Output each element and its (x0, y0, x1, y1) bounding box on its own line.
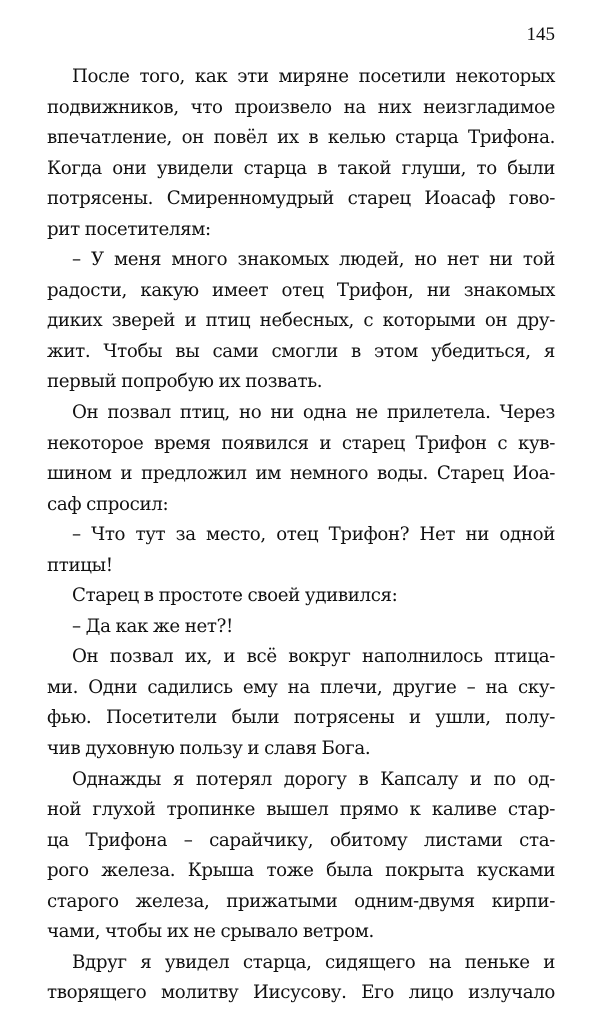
text-line: саф спросил: (47, 493, 169, 515)
text-line: потрясены. Смиренномудрый старец Иоасаф гово- (47, 188, 555, 210)
text-line: некоторое время появился и старец Трифон с кув- (47, 432, 555, 454)
text-line: Вдруг я увидел старца, сидящего на пеньке и (72, 951, 555, 973)
text-line: Однажды я потерял дорогу в Капсалу и по од- (72, 768, 555, 790)
text-line: подвижников, что произвело на них неизгладимое (47, 96, 555, 118)
text-line: рит посетителям: (47, 218, 211, 240)
text-line: первый попробую их позвать. (47, 371, 323, 393)
text-line: Когда они увидели старца в такой глуши, то были (47, 157, 555, 179)
text-line: шином и предложил им немного воды. Старец Иоа- (47, 463, 555, 485)
text-line: птицы! (47, 554, 113, 576)
page-number: 145 (526, 24, 555, 45)
text-line: Старец в простоте своей удивился: (72, 585, 398, 607)
text-line: старого железа, прижатыми одним-двумя кирпи- (47, 890, 555, 912)
text-line: Он позвал их, и всё вокруг наполнилось птица- (72, 646, 555, 668)
text-line: – У меня много знакомых людей, но нет ни той (72, 249, 555, 271)
text-line: рого железа. Крыша тоже была покрыта кусками (47, 860, 555, 882)
text-line: фью. Посетители были потрясены и ушли, полу- (47, 707, 555, 729)
text-line: чами, чтобы их не срывало ветром. (47, 921, 374, 943)
text-line: После того, как эти миряне посетили некоторых (72, 66, 555, 87)
text-line: диких зверей и птиц небесных, с которыми он дру- (47, 310, 555, 332)
text-line: впечатление, он повёл их в келью старца Трифона. (47, 127, 555, 149)
text-line: – Да как же нет?! (72, 615, 233, 637)
text-line: радости, какую имеет отец Трифон, ни знакомых (47, 279, 555, 301)
text-line: ца Трифона – сарайчику, обитому листами ста- (47, 829, 555, 851)
body-text (47, 62, 555, 1009)
text-line: ми. Одни садились ему на плечи, другие – на ску- (47, 676, 555, 698)
text-line: – Что тут за место, отец Трифон? Нет ни одной (72, 524, 555, 546)
text-line: творящего молитву Иисусову. Его лицо излучало (47, 982, 555, 1004)
text-line: чив духовную пользу и славя Бога. (47, 738, 371, 760)
text-line: жит. Чтобы вы сами смогли в этом убедиться, я (47, 340, 555, 362)
text-line: Он позвал птиц, но ни одна не прилетела. Через (72, 402, 555, 424)
text-line: ной глухой тропинке вышел прямо к каливе стар- (47, 799, 555, 821)
